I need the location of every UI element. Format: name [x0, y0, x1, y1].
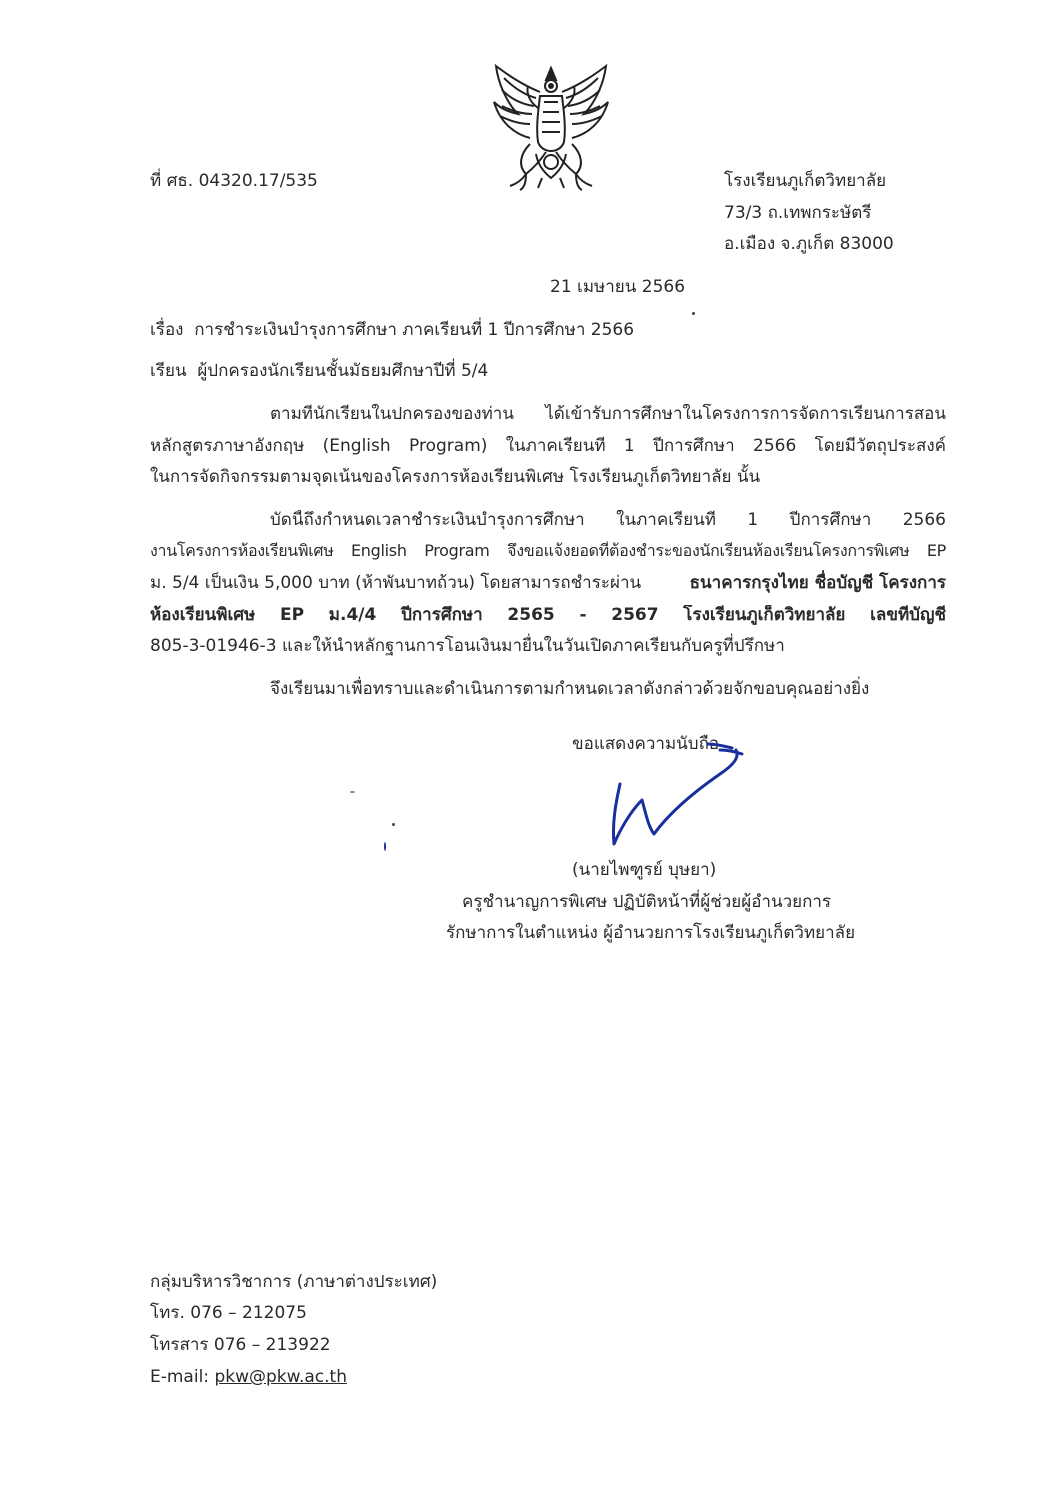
scan-speck	[350, 791, 355, 793]
subject-text: การชำระเงินบำรุงการศึกษา ภาคเรียนที่ 1 ปีการศึกษา 2566	[194, 320, 635, 340]
scan-speck	[392, 823, 395, 826]
para1-line-2: หลักสูตรภาษาอังกฤษ (English Program) ในภาคเรียนที่ 1 ปีการศึกษา 2566 โดยมีวัตถุประสงค์	[150, 436, 946, 456]
para2-line-1: บัดนี้ถึงกำหนดเวลาชำระเงินบำรุงการศึกษา ในภาคเรียนที่ 1 ปีการศึกษา 2566	[270, 510, 946, 530]
signatory-position-2: รักษาการในตำแหน่ง ผู้อำนวยการโรงเรียนภูเก็ตวิทยาลัย	[446, 923, 856, 943]
handwritten-signature	[590, 722, 765, 854]
sender-address-line-2: 73/3 ถ.เทพกระษัตรี	[724, 203, 872, 223]
scan-speck	[692, 312, 695, 315]
bank-account-name-part1: ธนาคารกรุงไทย ชื่อบัญชี โครงการ	[689, 573, 946, 593]
footer-email-label: E-mail:	[150, 1367, 215, 1387]
signatory-position-1: ครูชำนาญการพิเศษ ปฏิบัติหน้าที่ผู้ช่วยผู้อำนวยการ	[462, 892, 832, 912]
footer-fax: โทรสาร 076 – 213922	[150, 1335, 331, 1355]
letter-date: 21 เมษายน 2566	[550, 277, 686, 297]
signatory-name: (นายไพฑูรย์ บุษยา)	[572, 860, 717, 880]
subject-line	[150, 320, 634, 340]
para1-line-1: ตามที่นักเรียนในปกครองของท่าน ได้เข้ารับการศึกษาในโครงการการจัดการเรียนการสอน	[270, 404, 946, 424]
email-link[interactable]: pkw@pkw.ac.th	[214, 1367, 347, 1387]
footer-department: กลุ่มบริหารวิชาการ (ภาษาต่างประเทศ)	[150, 1272, 438, 1292]
bank-account-name-part2: ห้องเรียนพิเศษ EP ม.4/4 ปีการศึกษา 2565 - 2567 โรงเรียนภูเก็ตวิทยาลัย เลขที่บัญชี	[150, 605, 946, 625]
recipient-line	[150, 361, 488, 381]
recipient-text: ผู้ปกครองนักเรียนชั้นมัธยมศึกษาปีที่ 5/4	[197, 361, 489, 381]
recipient-label: เรียน	[150, 361, 187, 381]
para2-line-2: งานโครงการห้องเรียนพิเศษ English Program จึงขอแจ้งยอดที่ต้องชำระของนักเรียนห้องเรียนโครงการพิเศษ EP	[150, 541, 946, 560]
para2-line-3-text: ม. 5/4 เป็นเงิน 5,000 บาท (ห้าพันบาทถ้วน) โดยสามารถชำระผ่าน	[150, 573, 642, 593]
closing-salutation: ขอแสดงความนับถือ	[572, 734, 720, 754]
reference-number: ที่ ศธ. 04320.17/535	[150, 171, 318, 191]
para1-line-3: ในการจัดกิจกรรมตามจุดเน้นของโครงการห้องเรียนพิเศษ โรงเรียนภูเก็ตวิทยาลัย นั้น	[150, 467, 761, 487]
garuda-emblem-icon	[490, 62, 612, 192]
sender-address-line-1: โรงเรียนภูเก็ตวิทยาลัย	[724, 171, 887, 191]
closing-paragraph: จึงเรียนมาเพื่อทราบและดำเนินการตามกำหนดเวลาดังกล่าวด้วยจักขอบคุณอย่างยิ่ง	[270, 679, 870, 699]
footer-email-line	[150, 1367, 347, 1387]
para2-line-5: 805-3-01946-3 และให้นำหลักฐานการโอนเงินมายื่นในวันเปิดภาคเรียนกับครูที่ปรึกษา	[150, 636, 785, 656]
subject-label: เรื่อง	[150, 320, 184, 340]
sender-address-line-3: อ.เมือง จ.ภูเก็ต 83000	[724, 234, 894, 254]
footer-phone: โทร. 076 – 212075	[150, 1303, 307, 1323]
scan-speck	[384, 842, 386, 851]
para2-line-3	[150, 573, 946, 593]
